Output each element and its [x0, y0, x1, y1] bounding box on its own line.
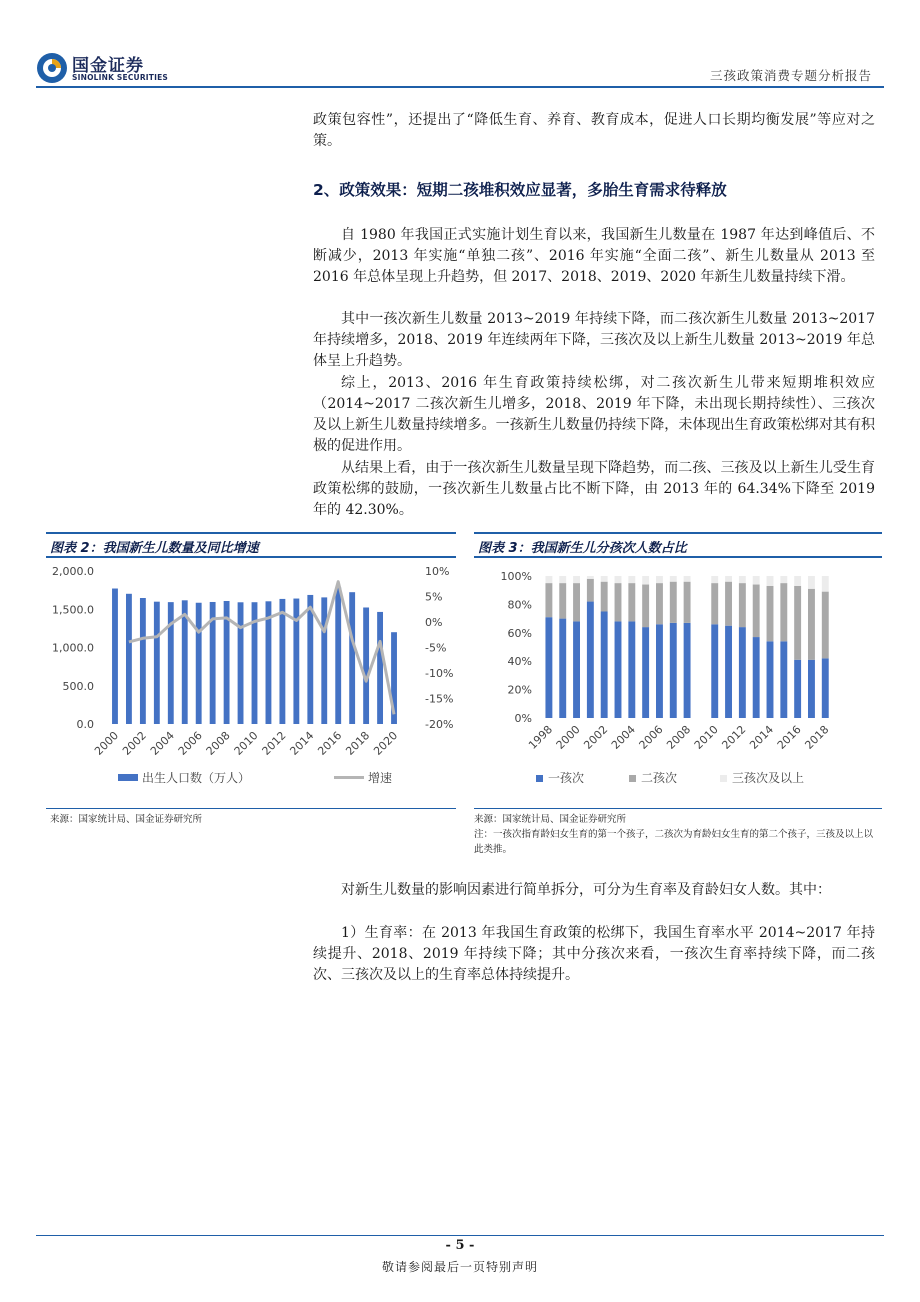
- fig3-caption: 图表 3：我国新生儿分孩次人数占比: [478, 541, 687, 556]
- x-tick-label: 2014: [747, 722, 777, 752]
- x-tick-label: 2018: [802, 722, 832, 752]
- first-child-bar: [794, 660, 801, 718]
- disclaimer-note: 敬请参阅最后一页特别声明: [381, 1260, 538, 1274]
- second-child-bar: [808, 589, 815, 660]
- second-child-bar: [656, 583, 663, 624]
- fig2-source: 来源：国家统计局、国金证券研究所: [50, 814, 203, 825]
- first-child-bar: [601, 612, 608, 719]
- third-plus-child-bar: [573, 576, 580, 583]
- birth-order-share-chart: [474, 560, 882, 805]
- second-child-bar: [780, 583, 787, 641]
- legend-first-child-label: 一孩次: [548, 771, 585, 785]
- births-bar: [126, 594, 132, 724]
- second-child-bar: [573, 583, 580, 621]
- x-tick-label: 2012: [719, 722, 749, 752]
- y-tick-label: 100%: [500, 570, 532, 583]
- paragraph-4: 从结果上看，由于一孩次新生儿数量呈现下降趋势，而二孩、三孩及以上新生儿受生育政策松绑的鼓励，一孩次新生儿数量占比不断下降，由 2013 年的 64.34%下降至 2019 年的 42.30%。: [313, 460, 875, 518]
- paragraph-2: 其中一孩次新生儿数量 2013~2019 年持续下降，而二孩次新生儿数量 2013~2017 年持续增多，2018、2019 年连续两年下降，三孩次及以上新生儿数量 2013~2019 年总体呈上升趋势。: [313, 311, 875, 369]
- first-child-bar: [628, 621, 635, 718]
- legend-third-plus-child-label: 三孩次及以上: [732, 771, 805, 785]
- y-tick-label: 80%: [507, 598, 532, 612]
- logo-name-cn: 国金证券: [72, 56, 144, 76]
- paragraph-3: 综上，2013、2016 年生育政策持续松绑，对二孩次新生儿带来短期堆积效应（2014~2017 二孩次新生儿增多，2018、2019 年下降，未出现长期持续性）、三孩次及以上新生儿数量持续增多。一孩新生儿数量仍持续下降，未体现出生育政策松绑对其有积极的促进作用。: [313, 375, 875, 454]
- x-tick-label: 2012: [259, 728, 289, 758]
- third-plus-child-bar: [780, 576, 787, 583]
- births-bar: [335, 587, 341, 724]
- third-plus-child-bar: [628, 576, 635, 583]
- legend-first-child-swatch: [536, 775, 543, 782]
- first-child-bar: [642, 627, 649, 718]
- fig3-caption-top-rule: [474, 532, 882, 534]
- first-child-bar: [656, 624, 663, 718]
- third-plus-child-bar: [725, 576, 732, 582]
- x-tick-label: 1998: [526, 722, 556, 752]
- second-child-bar: [628, 583, 635, 621]
- y-left-tick-label: 0.0: [76, 718, 94, 731]
- x-tick-label: 2002: [120, 728, 150, 758]
- third-plus-child-bar: [545, 576, 552, 583]
- y-tick-label: 0%: [514, 712, 532, 725]
- legend-swatch-births: [118, 774, 138, 781]
- x-tick-label: 2008: [203, 728, 233, 758]
- first-child-bar: [767, 641, 774, 718]
- x-tick-label: 2018: [343, 728, 373, 758]
- y-right-tick-label: 5%: [425, 590, 443, 604]
- first-child-bar: [545, 617, 552, 718]
- third-plus-child-bar: [642, 576, 649, 585]
- second-child-bar: [711, 583, 718, 624]
- y-tick-label: 40%: [507, 655, 532, 669]
- y-right-tick-label: 0%: [425, 616, 443, 629]
- second-child-bar: [767, 586, 774, 641]
- x-tick-label: 2002: [581, 722, 611, 752]
- second-child-bar: [822, 592, 829, 659]
- first-child-bar: [615, 621, 622, 718]
- third-plus-child-bar: [670, 576, 677, 582]
- second-child-bar: [615, 583, 622, 621]
- legend-label-growth: 增速: [368, 771, 393, 785]
- paragraph-1: 自 1980 年我国正式实施计划生育以来，我国新生儿数量在 1987 年达到峰值后、不断减少，2013 年实施“单独二孩”、2016 年实施“全面二孩”、新生儿数量从 2013 至 2016 年总体呈现上升趋势，但 2017、2018、2019、2020 年新生儿数量持续下滑。: [313, 227, 875, 285]
- y-left-tick-label: 1,500.0: [52, 603, 94, 617]
- y-right-tick-label: -20%: [425, 718, 454, 731]
- first-child-bar: [822, 658, 829, 718]
- legend-second-child-swatch: [629, 775, 636, 782]
- y-right-tick-label: 10%: [425, 565, 450, 578]
- second-child-bar: [559, 583, 566, 619]
- first-child-bar: [670, 623, 677, 718]
- report-title: 三孩政策消费专题分析报告: [709, 68, 872, 83]
- x-tick-label: 2004: [147, 728, 177, 758]
- legend-swatch-growth: [334, 776, 364, 779]
- first-child-bar: [559, 619, 566, 718]
- fig2-caption-top-rule: [46, 532, 456, 534]
- births-bar: [349, 592, 355, 724]
- sinolink-logo-icon: [36, 52, 68, 84]
- fig2-source-rule: [46, 808, 456, 809]
- legend-second-child-label: 二孩次: [641, 771, 678, 785]
- paragraph-5: 对新生儿数量的影响因素进行简单拆分，可分为生育率及育龄妇女人数。其中：: [341, 882, 831, 898]
- y-tick-label: 60%: [507, 626, 532, 640]
- newborn-births-chart: [46, 560, 456, 805]
- births-bar: [363, 607, 369, 724]
- births-bar: [140, 598, 146, 724]
- x-tick-label: 2010: [691, 722, 721, 752]
- x-tick-label: 2014: [287, 728, 317, 758]
- footer-rule: [36, 1235, 884, 1236]
- second-child-bar: [753, 585, 760, 638]
- y-left-tick-label: 2,000.0: [52, 565, 94, 578]
- paragraph-6: 1）生育率：在 2013 年我国生育政策的松绑下，我国生育率水平 2014~2017 年持续提升、2018、2019 年持续下降；其中分孩次来看，一孩次生育率持续下降，而二孩次、三孩次及以上的生育率总体持续提升。: [313, 925, 875, 983]
- third-plus-child-bar: [794, 576, 801, 586]
- header-rule: [36, 86, 884, 88]
- first-child-bar: [725, 626, 732, 718]
- third-plus-child-bar: [753, 576, 760, 585]
- second-child-bar: [684, 582, 691, 623]
- third-plus-child-bar: [822, 576, 829, 592]
- y-tick-label: 20%: [507, 683, 532, 697]
- third-plus-child-bar: [615, 576, 622, 583]
- births-bar: [377, 612, 383, 724]
- x-tick-label: 2016: [315, 728, 345, 758]
- x-tick-label: 2006: [636, 722, 666, 752]
- fig3-caption-bottom-rule: [474, 556, 882, 558]
- second-child-bar: [794, 586, 801, 660]
- x-tick-label: 2016: [774, 722, 804, 752]
- fig3-note: 注：一孩次指育龄妇女生育的第一个孩子，二孩次为育龄妇女生育的第二个孩子，三孩及以上以此类推。: [474, 829, 874, 855]
- logo-name-en: SINOLINK SECURITIES: [72, 73, 169, 82]
- x-tick-label: 2008: [664, 722, 694, 752]
- third-plus-child-bar: [656, 576, 663, 583]
- first-child-bar: [780, 641, 787, 718]
- births-bar: [321, 597, 327, 724]
- legend-label-births: 出生人口数（万人）: [142, 771, 251, 785]
- births-bar: [307, 595, 313, 724]
- second-child-bar: [670, 582, 677, 623]
- y-left-tick-label: 1,000.0: [52, 641, 94, 655]
- first-child-bar: [573, 621, 580, 718]
- first-child-bar: [587, 602, 594, 718]
- third-plus-child-bar: [767, 576, 774, 586]
- x-tick-label: 2006: [175, 728, 205, 758]
- legend-third-plus-child-swatch: [720, 775, 727, 782]
- third-plus-child-bar: [739, 576, 746, 583]
- third-plus-child-bar: [559, 576, 566, 583]
- fig2-caption: 图表 2：我国新生儿数量及同比增速: [50, 541, 259, 556]
- y-right-tick-label: -10%: [425, 667, 454, 680]
- fig3-source: 来源：国家统计局、国金证券研究所: [474, 814, 627, 825]
- third-plus-child-bar: [808, 576, 815, 589]
- births-bar: [154, 602, 160, 724]
- births-bar: [238, 602, 244, 724]
- fig2-caption-bottom-rule: [46, 556, 456, 558]
- x-tick-label: 2000: [92, 728, 122, 758]
- second-child-bar: [587, 579, 594, 602]
- births-bar: [112, 589, 118, 724]
- second-child-bar: [739, 583, 746, 627]
- y-right-tick-label: -5%: [425, 641, 447, 655]
- births-bar: [168, 602, 174, 724]
- first-child-bar: [753, 637, 760, 718]
- first-child-bar: [711, 624, 718, 718]
- births-bar: [279, 599, 285, 724]
- second-child-bar: [601, 582, 608, 612]
- y-left-tick-label: 500.0: [62, 679, 94, 693]
- x-tick-label: 2004: [608, 722, 638, 752]
- second-child-bar: [725, 582, 732, 626]
- third-plus-child-bar: [587, 576, 594, 579]
- y-right-tick-label: -15%: [425, 692, 454, 706]
- x-tick-label: 2000: [553, 722, 583, 752]
- third-plus-child-bar: [601, 576, 608, 582]
- first-child-bar: [808, 660, 815, 718]
- second-child-bar: [642, 585, 649, 628]
- x-tick-label: 2020: [371, 728, 401, 758]
- births-bar: [196, 603, 202, 724]
- first-child-bar: [684, 623, 691, 718]
- third-plus-child-bar: [684, 576, 691, 582]
- first-child-bar: [739, 627, 746, 718]
- section-heading: 2、政策效果：短期二孩堆积效应显著，多胎生育需求待释放: [313, 181, 727, 199]
- x-tick-label: 2010: [231, 728, 261, 758]
- page-number: - 5 -: [445, 1238, 475, 1253]
- fig3-source-rule: [474, 808, 882, 809]
- paragraph-continued: 政策包容性”，还提出了“降低生育、养育、教育成本，促进人口长期均衡发展”等应对之策。: [313, 112, 875, 149]
- second-child-bar: [545, 583, 552, 617]
- third-plus-child-bar: [711, 576, 718, 583]
